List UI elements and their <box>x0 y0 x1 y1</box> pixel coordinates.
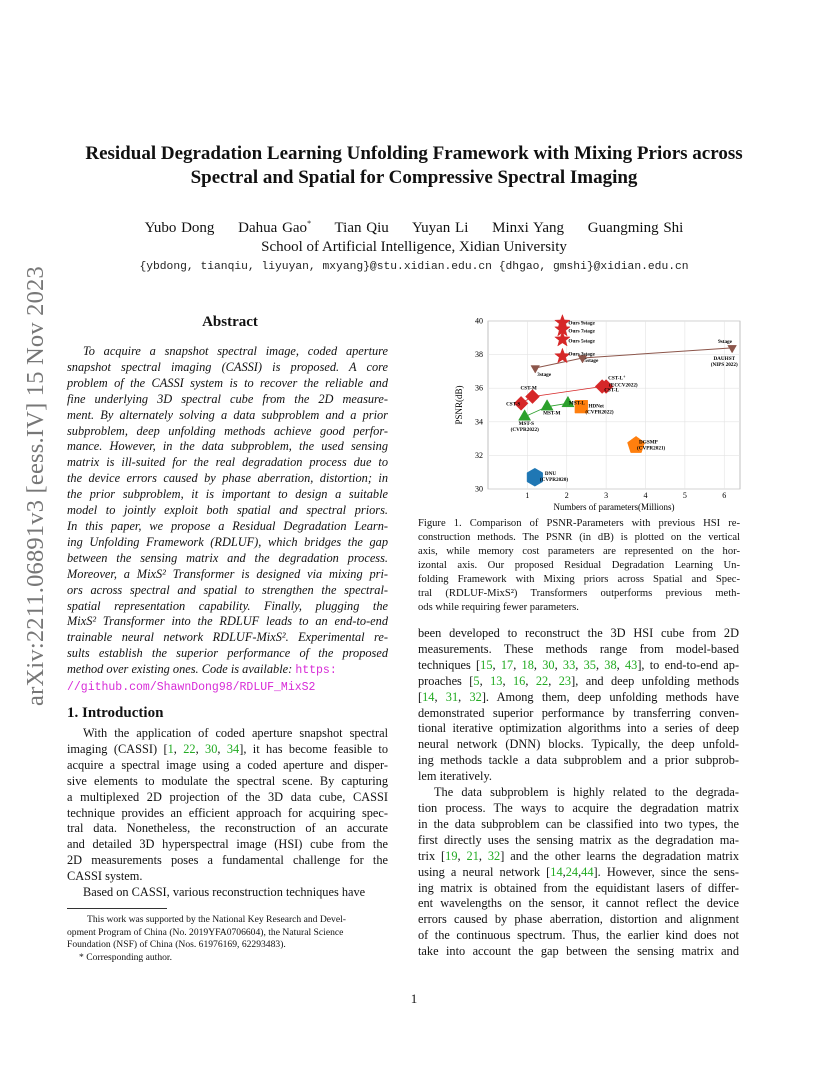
code-link-start[interactable]: https: <box>295 664 337 678</box>
footnote-funding-3: Foundation (NSF) of China (Nos. 61976169, 62293483). <box>67 939 286 950</box>
title-line-2: Spectral and Spatial for Compressive Spectral Imaging <box>190 167 638 188</box>
footnote-funding: This work was supported by the National Key Research and Devel- <box>87 914 346 925</box>
y-tick-label: 34 <box>475 417 483 427</box>
abstract-line: MixS² Transformer into the RDLUF leads to an end-to-end <box>67 614 388 629</box>
x-tick-label: 4 <box>643 491 648 500</box>
citation-link[interactable]: 19 <box>445 848 458 863</box>
point-label: 5stage <box>584 357 599 364</box>
caption-line: ods while requiring fewer parameters. <box>418 602 579 613</box>
intro-line: CASSI system. <box>67 869 143 884</box>
author-list <box>40 220 788 237</box>
author-name: Tian Qiu <box>334 220 389 236</box>
citation-link[interactable]: 38 <box>604 657 617 672</box>
point-label: (CVPR2022) <box>510 426 539 433</box>
y-tick-label: 38 <box>475 350 483 360</box>
right-column-line: tion process. The ways to acquire the degradation matrix <box>418 800 739 815</box>
point-label: (CVPR2020) <box>539 477 569 484</box>
abstract-line: Moreover, a MixS² Transformer is designed via mixing pri- <box>67 566 388 581</box>
title-line-1: Residual Degradation Learning Unfolding Framework with Mixing Priors across <box>85 143 743 164</box>
citation-link[interactable]: 31 <box>445 689 459 704</box>
arxiv-id: arXiv:2211.06891v3 [eess.IV] 15 Nov 2023 <box>22 266 49 706</box>
abstract-line: ors across spectral and spatial to strengthen the spectral- <box>67 582 388 597</box>
point-label: 3stage <box>537 372 552 379</box>
point-label: DGSMP <box>639 439 658 446</box>
abstract-line: fine underlying 3D spectral cube from the 2D measure- <box>67 391 388 406</box>
affiliation: School of Artificial Intelligence, Xidian University <box>261 239 567 255</box>
right-column-line: ent wavelengths on the sensor, it cannot reflect the device <box>418 896 739 911</box>
abstract-line: mance. However, in the data subproblem, the used sensing <box>67 439 388 454</box>
right-column-line: [14, 31, 32]. Among them, deep unfolding methods have <box>418 689 739 704</box>
y-tick-label: 32 <box>475 450 483 460</box>
abstract-line: model to jointly exploit both spatial and spectral priors. <box>67 503 388 518</box>
caption-line: axis, while memory cost parameters are represented on the hor- <box>418 546 740 557</box>
citation-link[interactable]: 24 <box>565 864 579 879</box>
point-label: Ours 9stage <box>568 320 595 327</box>
footnote-funding-2: opment Program of China (No. 2019YFA0706604), the Natural Science <box>67 926 344 938</box>
corresponding-mark: * <box>307 219 312 228</box>
right-column-line: The data subproblem is highly related to the degrada- <box>434 785 739 800</box>
caption-lines <box>418 517 740 615</box>
intro-line: and detailed 3D hyperspectral image (HSI) cube from the <box>67 837 388 852</box>
x-tick-label: 1 <box>525 491 530 500</box>
citation-link[interactable]: 35 <box>583 657 596 672</box>
point-label: MST-S <box>518 420 535 427</box>
point-label: (ECCV2022) <box>609 382 638 389</box>
author-name: Guangming Shi <box>587 220 684 236</box>
abstract-line <box>67 662 388 679</box>
citation-link[interactable]: 30 <box>542 657 555 672</box>
point-label: Ours 7stage <box>568 328 595 335</box>
right-column-body <box>418 626 739 960</box>
abstract-line: ment. By alternately solving a data subproblem and a prior <box>67 407 388 422</box>
figure-caption <box>418 517 740 615</box>
abstract-line: spatial representation capability. Finally, plugging the <box>67 598 388 613</box>
citation-link[interactable]: 13 <box>490 673 503 688</box>
intro-line: technique provides an efficient approach for acquiring spec- <box>67 805 388 820</box>
right-column-line: tional iterative optimization algorithms into a series of deep <box>418 721 739 736</box>
citation-link[interactable]: 14 <box>550 864 563 879</box>
intro-line: sive elements to modulate the spectral scene. By capturing <box>67 773 388 788</box>
right-column-line: in the data subproblem can be classified into two types, the <box>418 816 739 831</box>
citation-link[interactable]: 1 <box>167 741 174 756</box>
point-label: MST-L <box>568 400 585 407</box>
point-label: (NIPS 2022) <box>710 361 738 368</box>
point-label: 9stage <box>718 338 732 345</box>
author-name: Yuyan Li <box>411 220 469 236</box>
caption-line: tral (RDLUF-MixS²) Transformers outperforms previous meth- <box>418 588 740 599</box>
abstract-line: the device errors caused by phase aberration, distortion; in <box>67 471 388 486</box>
caption-line: Figure 1. Comparison of PSNR-Parameters with previous HSI re- <box>418 518 740 529</box>
footnote-corresponding: * Corresponding author. <box>79 951 172 963</box>
point-label: Ours 5stage <box>568 338 595 345</box>
point-label: CST-L <box>604 387 619 394</box>
right-column-line: ing matrix is obtained from the equidistant lasers of differ- <box>418 880 739 895</box>
right-lines <box>418 626 739 960</box>
citation-link[interactable]: 21 <box>466 848 479 863</box>
x-tick-label: 5 <box>682 491 687 500</box>
abstract-line: In this paper, we propose a Residual Degradation Learn- <box>67 518 388 533</box>
citation-link[interactable]: 43 <box>624 657 638 672</box>
point-label: CST-M <box>520 385 537 392</box>
y-tick-label: 36 <box>475 383 483 393</box>
citation-link[interactable]: 30 <box>205 741 218 756</box>
author-emails: {ybdong, tianqiu, liyuyan, mxyang}@stu.xidian.edu.cn {dhgao, gmshi}@xidian.edu.cn <box>139 261 689 273</box>
right-column-line: take into account the gap between the sensing matrix and <box>418 944 739 959</box>
right-column-line: ing methods tackle a data subproblem and a prior subprob- <box>418 753 739 768</box>
footnote-rule <box>67 908 167 909</box>
paper-title <box>40 142 788 190</box>
caption-line: construction methods. The PSNR (in dB) is plotted on the vertical <box>418 532 740 543</box>
point-label: (CVPR2022) <box>585 409 614 416</box>
right-column-line: first directly uses the sensing matrix as the degradation ma- <box>418 832 739 847</box>
citation-link[interactable]: 5 <box>473 673 480 688</box>
citation-link[interactable]: 32 <box>469 689 482 704</box>
citation-link[interactable]: 22 <box>183 741 196 756</box>
code-link[interactable]: //github.com/ShawnDong98/RDLUF_MixS2 <box>67 681 316 695</box>
point-label: CST-S <box>506 401 521 408</box>
caption-line: folding Framework with Mixing priors across Spatial and Spec- <box>418 574 740 585</box>
abstract-line: ing Unfolding Framework (RDLUF), which bridges the gap <box>67 534 388 549</box>
citation-link[interactable]: 18 <box>521 657 534 672</box>
intro-line: With the application of coded aperture snapshot spectral <box>83 726 388 740</box>
footnotes <box>67 914 388 964</box>
point-label: CST-L⁺ <box>608 375 626 382</box>
citation-link[interactable]: 32 <box>487 848 501 863</box>
y-axis-label: PSNR(dB) <box>454 385 464 425</box>
citation-link[interactable]: 16 <box>513 673 526 688</box>
psnr-params-chart <box>440 313 750 518</box>
point-label: (CVPR2021) <box>637 445 666 452</box>
abstract-line: To acquire a snapshot spectral image, coded aperture <box>83 344 388 358</box>
x-tick-label: 6 <box>722 491 727 500</box>
abstract-heading: Abstract <box>202 314 258 330</box>
page-number: 1 <box>410 991 418 1006</box>
x-axis-label: Numbers of parameters(Millions) <box>553 502 675 512</box>
right-column-line: proaches [5, 13, 16, 22, 23], and deep unfolding methods <box>418 673 740 688</box>
right-column-line: measurements. These methods range from model-based <box>418 641 739 656</box>
intro-line: acquire a spectral image using a coded aperture and disper- <box>67 757 388 772</box>
right-column-line: errors caused by phase aberration, distortion and alignment <box>418 912 739 927</box>
y-tick-label: 30 <box>475 484 483 494</box>
citation-link[interactable]: 44 <box>581 864 594 879</box>
intro-body <box>67 726 388 901</box>
x-tick-label: 2 <box>564 491 569 500</box>
abstract-line: problem of the CASSI system is to recover the reliable and <box>67 375 388 390</box>
abstract-line-text: method over existing ones. Code is available: <box>67 662 293 677</box>
citation-link[interactable]: 23 <box>558 673 572 688</box>
point-label: MST-M <box>543 410 561 417</box>
y-tick-label: 40 <box>475 316 483 326</box>
code-link-line <box>67 679 388 696</box>
x-tick-label: 3 <box>604 491 609 500</box>
citation-link[interactable]: 34 <box>226 741 240 756</box>
citation-link[interactable]: 15 <box>480 657 493 672</box>
right-column-line: lem iteratively. <box>418 769 492 784</box>
intro-line: a multiplexed 2D projection of the 3D data cube, CASSI <box>67 789 388 804</box>
abstract-line: the prior subproblem, it is important to design a suitable <box>67 487 388 502</box>
point-label: Ours 3stage <box>568 351 595 358</box>
right-column-line: of the continuous spectrum. Thus, the earlier kind does not <box>418 928 739 943</box>
author-name: Minxi Yang <box>492 220 564 236</box>
point-label: HDNet <box>588 403 604 410</box>
abstract-line: between the sensing matrix and the degradation process. <box>67 550 388 565</box>
right-column-line: using a neural network [14,24,44]. However, since the sens- <box>418 864 739 879</box>
abstract-line: snapshot spectral imaging (CASSI) is proposed. A core <box>67 359 388 374</box>
right-column-line: techniques [15, 17, 18, 30, 33, 35, 38, 43], to end-to-end ap- <box>418 657 740 672</box>
intro-heading: 1. Introduction <box>67 705 164 721</box>
caption-line: izontal axis. Our proposed Residual Degradation Learning Un- <box>418 560 740 571</box>
abstract-line: sults establish the superior performance of the proposed <box>67 646 388 661</box>
citation-link[interactable]: 17 <box>500 657 514 672</box>
citation-link[interactable]: 14 <box>422 689 435 704</box>
point-label: DNU <box>544 471 557 478</box>
citation-link[interactable]: 33 <box>562 657 576 672</box>
abstract-line: trainable neural network RDLUF-MixS². Experimental re- <box>67 630 388 645</box>
right-column-line: neural network (DNN) blocks. Typically, the deep unfold- <box>418 737 739 752</box>
abstract-lines <box>67 344 388 679</box>
author-name: Dahua Gao <box>238 220 308 236</box>
intro-line: Based on CASSI, various reconstruction techniques have <box>83 885 366 900</box>
intro-line: 2D measurements poses a fundamental challenge for the <box>67 853 388 868</box>
citation-link[interactable]: 22 <box>535 673 549 688</box>
abstract-body <box>67 344 388 696</box>
intro-lines <box>67 726 388 901</box>
abstract-line: subproblem, deep unfolding methods achieve good perfor- <box>67 423 388 438</box>
intro-line: imaging (CASSI) [1, 22, 30, 34], it has become feasible to <box>67 741 389 756</box>
author-name: Yubo Dong <box>144 220 215 236</box>
right-column-line: been developed to reconstruct the 3D HSI cube from 2D <box>418 626 739 640</box>
point-label: DAUHST <box>713 355 736 362</box>
right-column-line: trix [19, 21, 32] and the other learns the degradation matrix <box>418 848 739 863</box>
intro-line: tral data. Nonetheless, the reconstruction of an accurate <box>67 821 388 836</box>
abstract-line: matrix is ill-suited for the real degradation process due to <box>67 455 388 470</box>
right-column-line: demonstrated superior performance by transferring conven- <box>418 705 739 720</box>
